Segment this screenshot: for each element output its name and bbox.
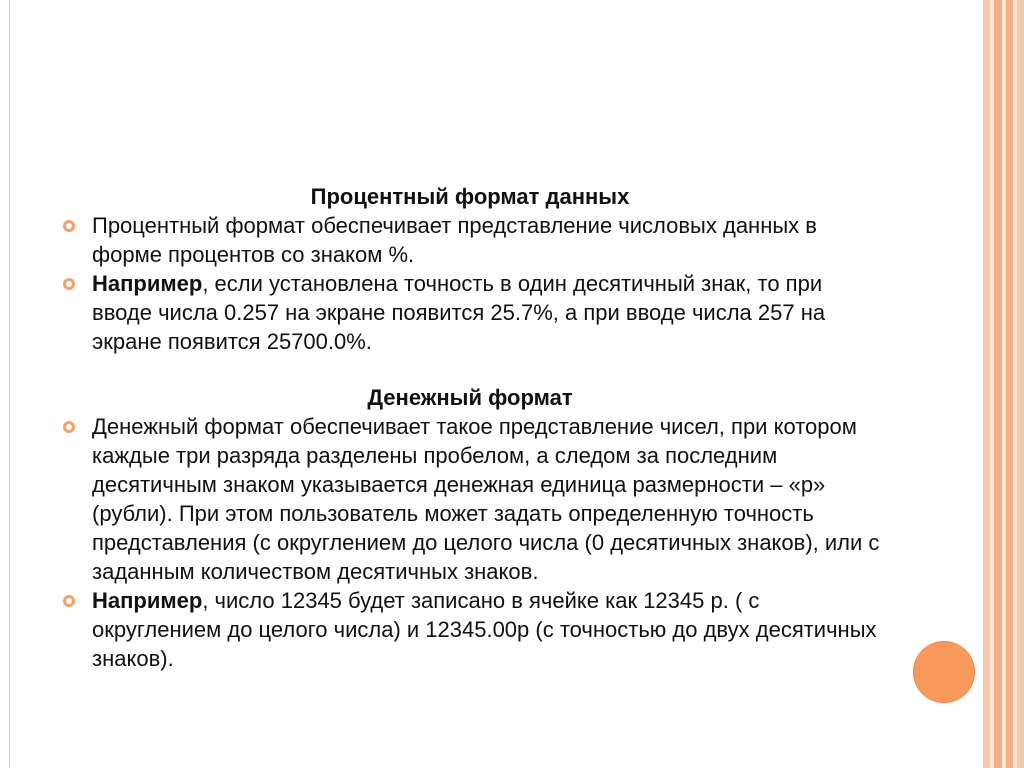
bold-lead: Например <box>92 588 203 613</box>
decorative-stripes <box>984 0 1024 768</box>
item-text: , число 12345 будет записано в ячейке как 12345 р. ( с округлением до целого числа) и 12345.00р (с точностью до двух десятичных знаков). <box>92 588 877 671</box>
bullet-icon <box>63 220 75 232</box>
item-text: Процентный формат обеспечивает представление числовых данных в форме процентов со знаком %. <box>92 213 817 267</box>
item-text: Денежный формат обеспечивает такое представление чисел, при котором каждые три разряда разделены пробелом, а следом за последним десятичным знаком указывается денежная единица размерности – «р» (рубли). При этом пользователь может задать определенную точность представления (с округлением до целого числа (0 десятичных знаков), или с заданным количеством десятичных знаков. <box>92 414 880 584</box>
bullet-icon <box>63 595 75 607</box>
decorative-circle <box>913 641 975 703</box>
item-text: , если установлена точность в один десятичный знак, то при вводе числа 0.257 на экране появится 25.7%, а при вводе числа 257 на экране появится 25700.0%. <box>92 271 826 354</box>
currency-bullet-list <box>60 412 880 673</box>
list-item <box>60 412 880 586</box>
list-item <box>60 211 880 269</box>
bullet-icon <box>63 278 75 290</box>
list-item <box>60 269 880 356</box>
bold-lead: Например <box>92 271 203 296</box>
slide-content <box>60 182 880 673</box>
list-item <box>60 586 880 673</box>
bullet-icon <box>63 421 75 433</box>
percent-bullet-list <box>60 211 880 356</box>
section-title-percent: Процентный формат данных <box>310 184 630 209</box>
section-title-currency: Денежный формат <box>367 385 573 410</box>
